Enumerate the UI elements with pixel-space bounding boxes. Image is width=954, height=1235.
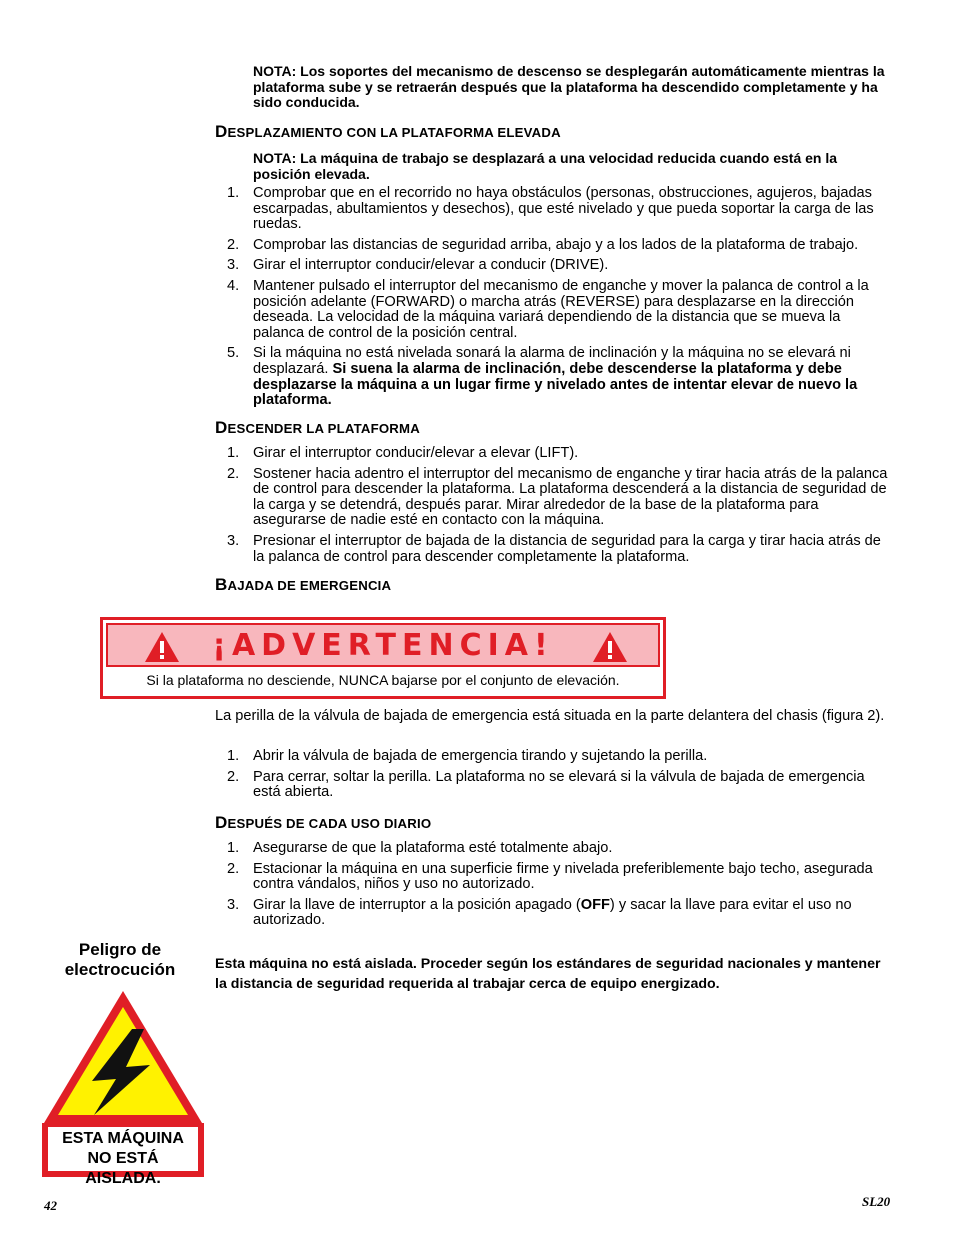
note-top: NOTA: Los soportes del mecanismo de descenso se desplegarán automáticamente mientras la plataforma sube y se retraerán después que la plataforma ha descendido completamente y ha sido conducida. [253,63,885,111]
step-number: 4. [227,277,240,294]
step-number: 2. [227,860,240,877]
step-number: 1. [227,840,240,856]
list-item [215,841,893,857]
step-text: Estacionar la máquina en una superficie firme y nivelada preferiblemente bajo techo, asegurada contra vándalos, niños y uso no autorizado. [253,860,873,893]
list-item [215,770,893,801]
step-text: Comprobar que en el recorrido no haya obstáculos (personas, obstrucciones, agujeros, bajadas escarpadas, abultamientos y desechos), que esté nivelado y que pueda soportar la carga de las ruedas. [253,185,874,233]
step-number: 2. [227,236,240,253]
step-number: 1. [227,445,240,461]
section-heading-lower [215,420,420,437]
step-bold-text: OFF [580,896,610,913]
list-item [215,898,893,929]
heading-rest: AJADA DE EMERGENCIA [227,578,392,593]
heading-rest: ESPLAZAMIENTO CON LA PLATAFORMA ELEVADA [227,125,561,140]
page-number: 42 [44,1198,57,1213]
step-number: 3. [227,896,240,913]
warning-text: Si la plataforma no desciende, NUNCA bajarse por el conjunto de elevación. [146,672,620,688]
step-number: 3. [227,257,240,274]
step-text: ) y sacar la llave para evitar el uso no autorizado. [253,896,852,929]
list-item [215,279,893,341]
step-warning-text: Si suena la alarma de inclinación, debe descenderse la plataforma y debe desplazarse la máquina a un lugar firme y nivelado antes de intentar elevar de nuevo la plataforma. [253,360,858,409]
warning-header [106,623,660,667]
section-heading-after-use [215,815,431,832]
step-text: Para cerrar, soltar la perilla. La plataforma no se elevará si la válvula de bajada de emergencia está abierta. [253,768,865,801]
step-number: 3. [227,532,240,549]
warning-box [100,617,666,699]
list-item [215,862,893,893]
step-text: Comprobar las distancias de seguridad arriba, abajo y a los lados de la plataforma de trabajo. [253,236,859,253]
step-number: 1. [227,185,240,201]
steps-emergency [215,749,893,806]
steps-travel [215,186,893,414]
heading-initial: D [215,418,228,437]
heading-initial: B [215,575,228,594]
list-item [215,749,893,765]
step-text: Si la máquina no está nivelada sonará la alarma de inclinación y la máquina no se elevará ni desplazará. [253,345,851,377]
heading-initial: D [215,122,228,141]
sign-text: ESTA MÁQUINA NO ESTÁ AISLADA. [62,1130,184,1187]
heading-initial: D [215,813,228,832]
list-item [215,446,893,462]
warning-title: ¡ADVERTENCIA! [212,628,554,663]
step-number: 1. [227,748,240,764]
section-heading-travel [215,124,561,141]
list-item [215,467,893,529]
step-text: Girar el interruptor conducir/elevar a elevar (LIFT). [253,445,579,461]
list-item [215,346,893,408]
emergency-intro: La perilla de la válvula de bajada de emergencia está situada en la parte delantera del chasis (figura 2). [215,708,885,724]
list-item [215,258,893,274]
step-text: Abrir la válvula de bajada de emergencia tirando y sujetando la perilla. [253,748,708,764]
electrocution-sign [42,989,204,1187]
heading-rest: ESPUÉS DE CADA USO DIARIO [227,816,432,831]
step-number: 5. [227,345,240,362]
list-item [215,186,893,233]
heading-rest: ESCENDER LA PLATAFORMA [227,421,420,436]
step-text: Asegurarse de que la plataforma esté totalmente abajo. [253,840,613,856]
step-number: 2. [227,768,240,785]
step-text: Girar la llave de interruptor a la posición apagado ( [253,896,581,913]
steps-lower [215,446,893,570]
step-text: Sostener hacia adentro el interruptor del mecanismo de enganche y tirar hacia atrás de la palanca de control para descender la plataforma. La plataforma descenderá a la distancia de seguridad de la carga y se detendrá, después parar. Mirar alrededor de la base de la plataforma para asegurarse de nadie esté en contacto con la máquina. [253,465,888,529]
step-text: Girar el interruptor conducir/elevar a conducir (DRIVE). [253,257,609,274]
step-text: Presionar el interruptor de bajada de la distancia de seguridad para la carga y tirar hacia atrás de la palanca de control para descender completamente la plataforma. [253,532,881,565]
steps-after-use [215,841,893,934]
list-item [215,534,893,565]
list-item [215,238,893,254]
note-travel: NOTA: La máquina de trabajo se desplazará a una velocidad reducida cuando está en la posición elevada. [253,150,838,182]
section-heading-emergency [215,577,391,594]
warning-triangle-icon [592,631,628,663]
electrocution-text: Esta máquina no está aislada. Proceder según los estándares de seguridad nacionales y mantener la distancia de seguridad requerida al trabajar cerca de equipo energizado. [215,956,881,992]
electrocution-label: Peligro de electrocución [64,940,176,979]
step-number: 2. [227,465,240,482]
step-text: Mantener pulsado el interruptor del mecanismo de enganche y mover la palanca de control a la posición adelante (FORWARD) o marcha atrás (REVERSE) para desplazarse en la dirección deseada. La velocidad de la máquina variará dependiendo de la distancia que se mueva la palanca de control de la posición central. [253,277,869,341]
model-name: SL20 [862,1194,891,1209]
